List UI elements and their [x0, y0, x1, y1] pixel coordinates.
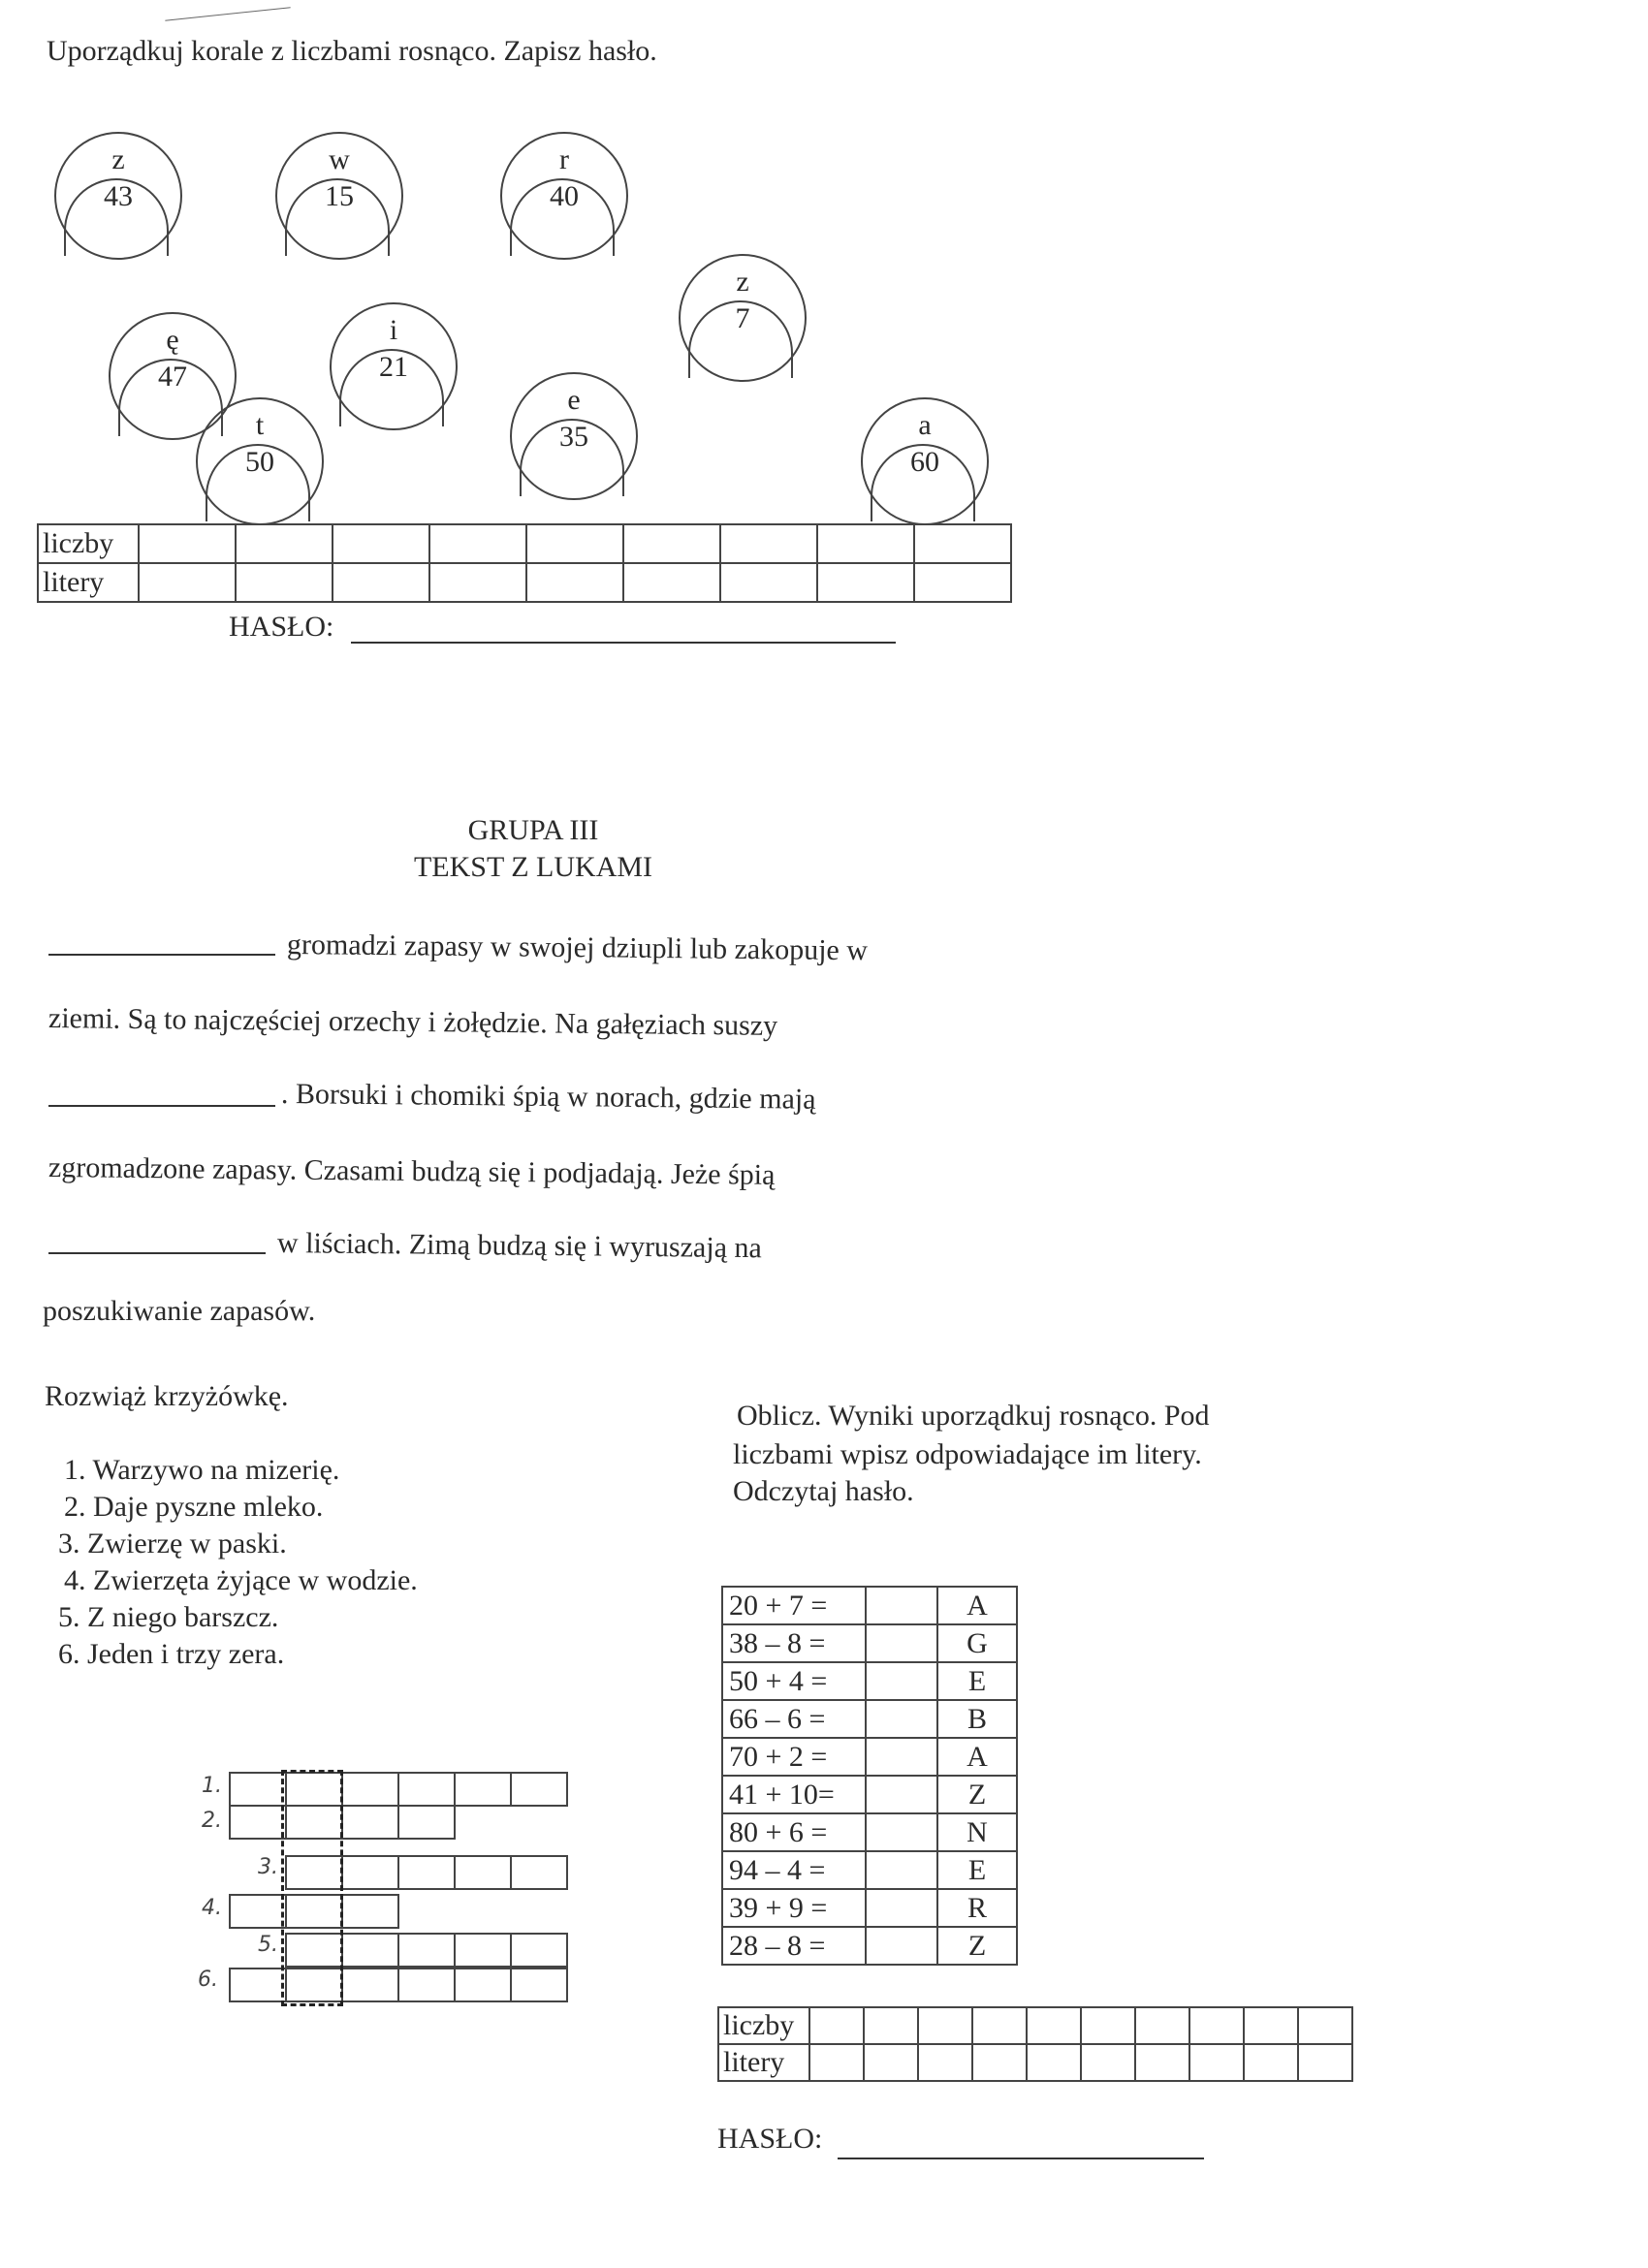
calc-instruction: Oblicz. Wyniki uporządkuj rosnąco. Pod: [737, 1400, 1210, 1432]
instruction-beads: Uporządkuj korale z liczbami rosnąco. Zapisz hasło.: [47, 35, 657, 67]
gap-text-line: w liściach. Zimą budzą się i wyruszają na: [276, 1227, 762, 1265]
letter: A: [937, 1738, 1017, 1776]
result-cell[interactable]: [866, 1776, 937, 1813]
crossword-cell[interactable]: [397, 1968, 456, 2002]
equation: 38 – 8 =: [722, 1624, 866, 1662]
answer-cell[interactable]: [429, 524, 526, 563]
letter: B: [937, 1700, 1017, 1738]
crossword-title: Rozwiąż krzyżówkę.: [45, 1380, 289, 1412]
letter: G: [937, 1624, 1017, 1662]
gap-text-line: gromadzi zapasy w swojej dziupli lub zakopuje w: [286, 929, 869, 967]
group-subtitle: TEKST Z LUKAMI: [413, 851, 653, 883]
crossword-cell[interactable]: [397, 1772, 456, 1807]
answer-cell[interactable]: [864, 2044, 918, 2081]
crossword-clue: 5. Z niego barszcz.: [58, 1601, 279, 1633]
answer-cell[interactable]: [139, 524, 236, 563]
answer-cell[interactable]: [918, 2007, 972, 2044]
answer-cell[interactable]: [914, 524, 1011, 563]
answer-cell[interactable]: [972, 2044, 1027, 2081]
answer-cell[interactable]: [1298, 2007, 1352, 2044]
crossword-cell[interactable]: [454, 1968, 512, 2002]
crossword-cell[interactable]: [397, 1855, 456, 1890]
answer-cell[interactable]: [720, 524, 817, 563]
answer-cell[interactable]: [1081, 2044, 1135, 2081]
bead: i 21: [330, 302, 458, 430]
result-cell[interactable]: [866, 1889, 937, 1927]
bead: e 35: [510, 372, 638, 500]
answer-cell[interactable]: [429, 563, 526, 602]
bead: z 7: [679, 254, 807, 382]
password-field[interactable]: [351, 642, 896, 644]
crossword-cell[interactable]: [454, 1933, 512, 1968]
crossword-cell[interactable]: [229, 1968, 287, 2002]
result-cell[interactable]: [866, 1624, 937, 1662]
answer-cell[interactable]: [333, 563, 429, 602]
answer-cell[interactable]: [1135, 2044, 1189, 2081]
row-label-numbers: liczby: [718, 2007, 809, 2044]
answer-cell[interactable]: [809, 2007, 864, 2044]
gap-blank-2[interactable]: [48, 1105, 275, 1107]
crossword-clue: 3. Zwierzę w paski.: [58, 1528, 287, 1559]
crossword-cell[interactable]: [510, 1933, 568, 1968]
crossword-cell[interactable]: [341, 1805, 399, 1840]
letter: E: [937, 1662, 1017, 1700]
crossword-cell[interactable]: [341, 1855, 399, 1890]
answer-cell[interactable]: [1081, 2007, 1135, 2044]
letter: N: [937, 1813, 1017, 1851]
gap-text-line: zgromadzone zapasy. Czasami budzą się i podjadają. Jeże śpią: [48, 1151, 776, 1191]
bead: w 15: [275, 132, 403, 260]
answer-cell[interactable]: [1189, 2007, 1244, 2044]
answer-cell[interactable]: [809, 2044, 864, 2081]
equation: 66 – 6 =: [722, 1700, 866, 1738]
answer-cell[interactable]: [1189, 2044, 1244, 2081]
answer-cell[interactable]: [139, 563, 236, 602]
answer-cell[interactable]: [1027, 2044, 1081, 2081]
equation: 39 + 9 =: [722, 1889, 866, 1927]
group-title: GRUPA III: [467, 814, 599, 846]
crossword-clue: 1. Warzywo na mizerię.: [64, 1454, 340, 1486]
bead: z 43: [54, 132, 182, 260]
crossword-cell[interactable]: [341, 1894, 399, 1929]
result-cell[interactable]: [866, 1662, 937, 1700]
answer-table-beads: [37, 523, 1012, 603]
calc-instruction: Odczytaj hasło.: [733, 1475, 914, 1507]
password-label: HASŁO:: [717, 2123, 823, 2155]
equation: 80 + 6 =: [722, 1813, 866, 1851]
crossword-cell[interactable]: [341, 1933, 399, 1968]
row-label-numbers: liczby: [38, 524, 139, 563]
answer-cell[interactable]: [972, 2007, 1027, 2044]
answer-cell[interactable]: [526, 524, 623, 563]
answer-cell[interactable]: [526, 563, 623, 602]
crossword-cell[interactable]: [510, 1772, 568, 1807]
gap-text-line: ziemi. Są to najczęściej orzechy i żołędzie. Na gałęziach suszy: [48, 1002, 778, 1042]
answer-cell[interactable]: [623, 563, 720, 602]
calc-instruction: liczbami wpisz odpowiadające im litery.: [733, 1438, 1202, 1470]
password-field[interactable]: [838, 2158, 1204, 2159]
letter: A: [937, 1587, 1017, 1624]
crossword-cell[interactable]: [341, 1968, 399, 2002]
equation: 94 – 4 =: [722, 1851, 866, 1889]
crossword-cell[interactable]: [454, 1855, 512, 1890]
bead: t 50: [196, 397, 324, 525]
answer-cell[interactable]: [236, 524, 333, 563]
equation: 41 + 10=: [722, 1776, 866, 1813]
answer-cell[interactable]: [918, 2044, 972, 2081]
crossword-cell[interactable]: [397, 1805, 456, 1840]
answer-cell[interactable]: [864, 2007, 918, 2044]
equation: 20 + 7 =: [722, 1587, 866, 1624]
crossword-cell[interactable]: [229, 1894, 287, 1929]
answer-cell[interactable]: [1135, 2007, 1189, 2044]
bead: a 60: [861, 397, 989, 525]
result-cell[interactable]: [866, 1738, 937, 1776]
answer-cell[interactable]: [236, 563, 333, 602]
result-cell[interactable]: [866, 1587, 937, 1624]
equation: 28 – 8 =: [722, 1927, 866, 1965]
equation: 70 + 2 =: [722, 1738, 866, 1776]
password-label: HASŁO:: [229, 611, 334, 643]
row-label-letters: litery: [718, 2044, 809, 2081]
pen-mark: [165, 7, 290, 21]
letter: E: [937, 1851, 1017, 1889]
crossword-cell[interactable]: [510, 1968, 568, 2002]
answer-cell[interactable]: [1244, 2044, 1298, 2081]
answer-cell[interactable]: [1244, 2007, 1298, 2044]
letter: Z: [937, 1776, 1017, 1813]
result-cell[interactable]: [866, 1813, 937, 1851]
crossword-cell[interactable]: [229, 1772, 287, 1807]
gap-blank-3[interactable]: [48, 1252, 266, 1254]
bead: ę 47: [109, 312, 237, 440]
answer-table-calc: [717, 2006, 1353, 2082]
answer-cell[interactable]: [817, 524, 914, 563]
equations-table: [721, 1586, 1018, 1966]
crossword-cell[interactable]: [341, 1772, 399, 1807]
answer-cell[interactable]: [333, 524, 429, 563]
crossword-cell[interactable]: [397, 1933, 456, 1968]
letter: Z: [937, 1927, 1017, 1965]
crossword-clue: 6. Jeden i trzy zera.: [58, 1638, 285, 1670]
answer-cell[interactable]: [1027, 2007, 1081, 2044]
crossword-clue: 4. Zwierzęta żyjące w wodzie.: [64, 1564, 418, 1596]
row-label-letters: litery: [38, 563, 139, 602]
crossword-cell[interactable]: [229, 1805, 287, 1840]
crossword-cell[interactable]: [454, 1772, 512, 1807]
gap-text-line: . Borsuki i chomiki śpią w norach, gdzie mają: [280, 1078, 816, 1116]
result-cell[interactable]: [866, 1851, 937, 1889]
bead: r 40: [500, 132, 628, 260]
letter: R: [937, 1889, 1017, 1927]
equation: 50 + 4 =: [722, 1662, 866, 1700]
crossword-password-column: [281, 1770, 343, 2006]
gap-blank-1[interactable]: [48, 954, 275, 956]
crossword-cell[interactable]: [510, 1855, 568, 1890]
result-cell[interactable]: [866, 1927, 937, 1965]
answer-cell[interactable]: [914, 563, 1011, 602]
gap-text-line: poszukiwanie zapasów.: [43, 1295, 316, 1327]
answer-cell[interactable]: [623, 524, 720, 563]
crossword-clue: 2. Daje pyszne mleko.: [64, 1491, 324, 1523]
answer-cell[interactable]: [720, 563, 817, 602]
answer-cell[interactable]: [1298, 2044, 1352, 2081]
answer-cell[interactable]: [817, 563, 914, 602]
result-cell[interactable]: [866, 1700, 937, 1738]
